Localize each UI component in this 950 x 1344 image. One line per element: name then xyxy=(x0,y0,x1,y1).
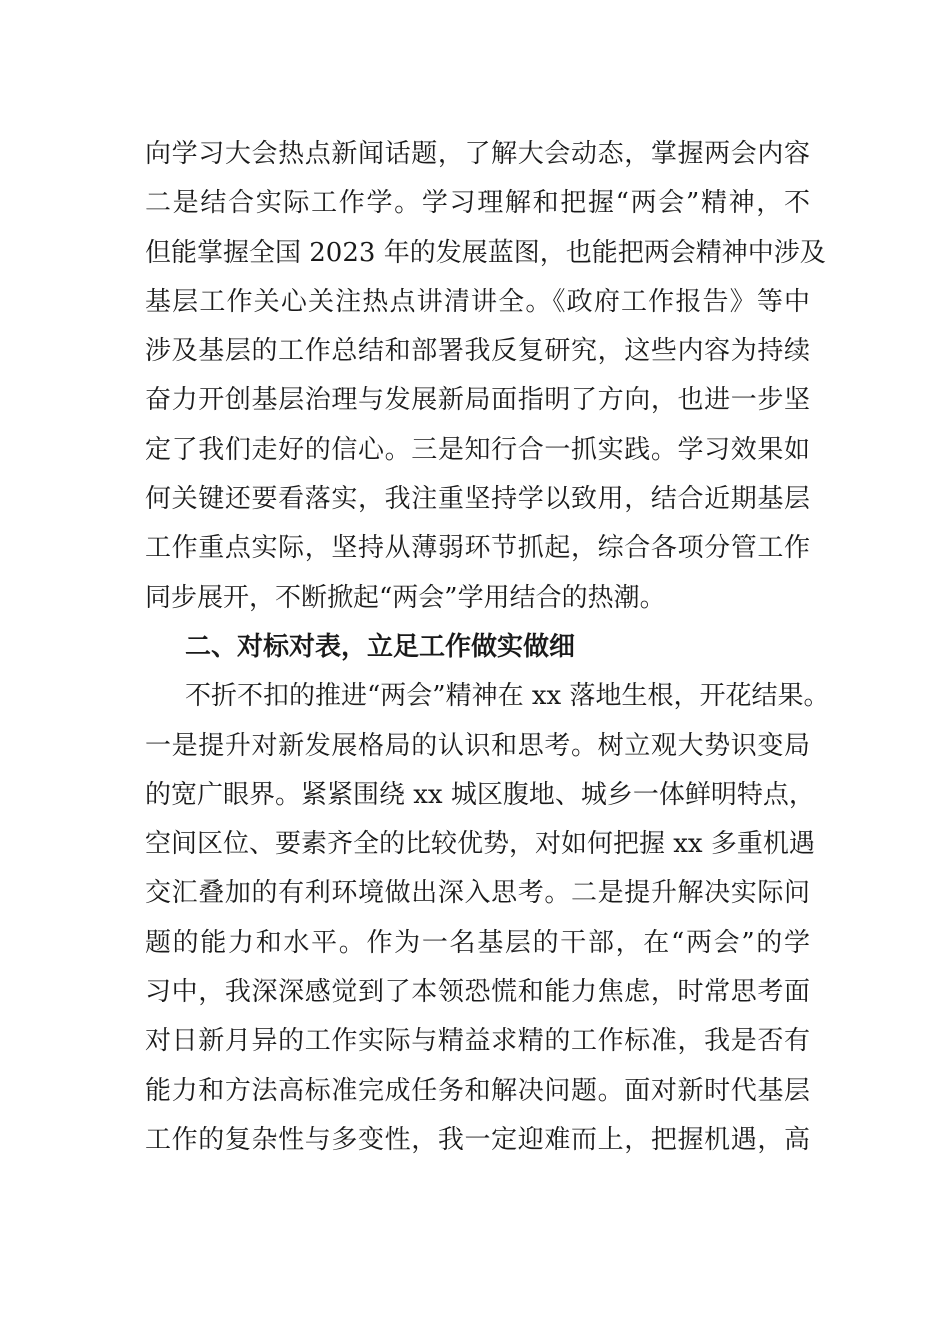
text-line: 奋力开创基层治理与发展新局面指明了方向，也进一步坚 xyxy=(145,385,810,416)
text-line: 题的能力和水平。作为一名基层的干部，在“两会”的学 xyxy=(145,927,810,958)
text-line: 能力和方法高标准完成任务和解决问题。面对新时代基层 xyxy=(145,1075,810,1106)
text-line: 向学习大会热点新闻话题，了解大会动态，掌握两会内容 xyxy=(145,139,810,169)
text-line: 但能掌握全国 2023 年的发展蓝图，也能把两会精神中涉及 xyxy=(145,237,826,268)
text-line: 何关键还要看落实，我注重坚持学以致用，结合近期基层 xyxy=(145,484,810,515)
body-text xyxy=(145,130,830,1165)
text-line: 习中，我深深感觉到了本领恐慌和能力焦虑，时常思考面 xyxy=(145,977,810,1008)
text-line: 基层工作关心关注热点讲清讲全。《政府工作报告》等中 xyxy=(145,286,810,317)
text-line: 同步展开，不断掀起“两会”学用结合的热潮。 xyxy=(145,582,666,613)
text-line: 工作重点实际，坚持从薄弱环节抓起，综合各项分管工作 xyxy=(145,533,810,564)
text-line: 涉及基层的工作总结和部署我反复研究，这些内容为持续 xyxy=(145,336,810,367)
text-line: 工作的复杂性与多变性，我一定迎难而上，把握机遇，高 xyxy=(145,1124,810,1155)
text-line: 不折不扣的推进“两会”精神在 xx 落地生根，开花结果。 xyxy=(185,681,830,712)
text-line: 定了我们走好的信心。三是知行合一抓实践。学习效果如 xyxy=(145,434,810,465)
text-line: 的宽广眼界。紧紧围绕 xx 城区腹地、城乡一体鲜明特点， xyxy=(145,779,815,810)
text-line: 二是结合实际工作学。学习理解和把握“两会”精神，不 xyxy=(145,188,810,219)
text-line: 对日新月异的工作实际与精益求精的工作标准，我是否有 xyxy=(145,1026,810,1057)
text-line: 交汇叠加的有利环境做出深入思考。二是提升解决实际问 xyxy=(145,878,810,909)
text-line: 空间区位、要素齐全的比较优势，对如何把握 xx 多重机遇 xyxy=(145,829,815,860)
text-line: 一是提升对新发展格局的认识和思考。树立观大势识变局 xyxy=(145,730,810,761)
section-heading: 二、对标对表，立足工作做实做细 xyxy=(185,631,576,662)
